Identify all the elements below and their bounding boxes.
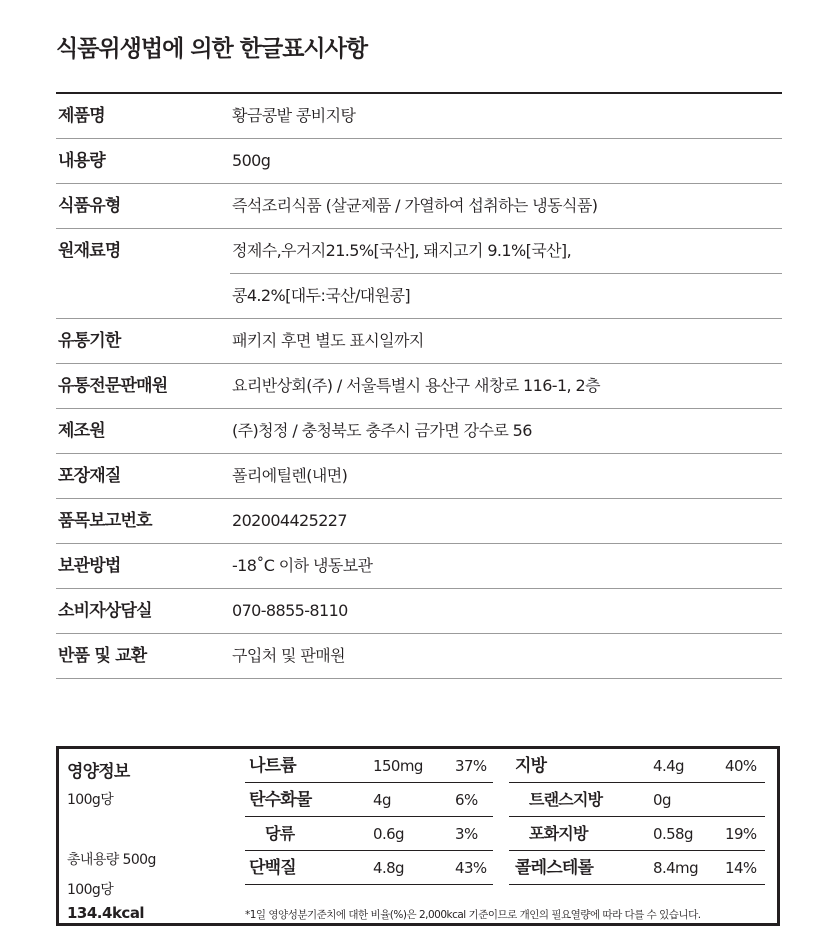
nutrient-amount: 0g <box>653 791 671 809</box>
nutrition-summary <box>67 749 237 923</box>
nutrient-name: 당류 <box>265 824 295 843</box>
info-row <box>56 544 782 589</box>
info-row <box>56 499 782 544</box>
nutrient-percent: 37% <box>455 757 487 775</box>
nutrient-name: 나트륨 <box>249 756 296 776</box>
info-value: 황금콩밭 콩비지탕 <box>232 106 356 125</box>
product-info-table <box>56 92 782 679</box>
info-row <box>56 409 782 454</box>
nutrient-name: 탄수화물 <box>249 790 312 810</box>
info-label: 내용량 <box>58 151 105 171</box>
info-label: 품목보고번호 <box>58 511 152 531</box>
total-weight-label: 총내용량 500g <box>67 852 156 868</box>
info-row <box>56 454 782 499</box>
info-value: 500g <box>232 151 271 170</box>
nutrient-name: 지방 <box>515 756 547 776</box>
info-label: 유통기한 <box>58 331 121 351</box>
nutrient-percent: 40% <box>725 757 757 775</box>
nutrient-row <box>245 851 765 885</box>
page-title: 식품위생법에 의한 한글표시사항 <box>56 36 368 62</box>
info-value: 패키지 후면 별도 표시일까지 <box>232 331 424 350</box>
info-value: (주)청정 / 충청북도 충주시 금가면 강수로 56 <box>232 421 532 440</box>
calories-value: 134.4kcal <box>67 904 145 922</box>
info-row <box>56 364 782 409</box>
nutrient-amount: 4g <box>373 791 391 809</box>
info-value: 즉석조리식품 (살균제품 / 가열하여 섭취하는 냉동식품) <box>232 196 598 215</box>
nutrient-percent: 43% <box>455 859 487 877</box>
nutrient-row <box>245 817 765 851</box>
nutrient-percent: 6% <box>455 791 478 809</box>
nutrient-name: 포화지방 <box>529 824 588 843</box>
info-label: 보관방법 <box>58 556 121 576</box>
info-value: -18˚C 이하 냉동보관 <box>232 556 373 575</box>
nutrient-amount: 4.4g <box>653 757 684 775</box>
info-label: 제조원 <box>58 421 105 441</box>
nutrient-percent: 3% <box>455 825 478 843</box>
nutrition-title: 영양정보 <box>67 762 130 782</box>
info-value: 요리반상회(주) / 서울특별시 용산구 새창로 116-1, 2층 <box>232 376 600 395</box>
info-value: 폴리에틸렌(내면) <box>232 466 348 485</box>
info-row <box>56 139 782 184</box>
nutrient-name: 트랜스지방 <box>529 790 603 809</box>
info-label: 제품명 <box>58 106 105 126</box>
nutrient-grid <box>245 749 765 885</box>
nutrient-amount: 8.4mg <box>653 859 698 877</box>
info-row <box>56 184 782 229</box>
nutrition-footnote: *1일 영양성분기준치에 대한 비율(%)은 2,000kcal 기준이므로 개인의 필요열량에 따라 다를 수 있습니다. <box>245 909 701 921</box>
nutrient-amount: 150mg <box>373 757 423 775</box>
info-label: 유통전문판매원 <box>58 376 168 396</box>
info-value: 구입처 및 판매원 <box>232 646 345 665</box>
nutrient-amount: 0.58g <box>653 825 693 843</box>
info-value: 070-8855-8110 <box>232 601 348 620</box>
info-row <box>56 634 782 679</box>
info-label: 원재료명 <box>58 241 121 261</box>
per-unit-label: 100g당 <box>67 882 114 898</box>
info-value: 정제수,우거지21.5%[국산], 돼지고기 9.1%[국산], <box>232 241 572 260</box>
info-label: 포장재질 <box>58 466 121 486</box>
nutrient-percent: 14% <box>725 859 757 877</box>
nutrient-percent: 19% <box>725 825 757 843</box>
info-row <box>56 229 782 319</box>
info-label: 소비자상담실 <box>58 601 152 621</box>
info-row <box>56 589 782 634</box>
nutrient-amount: 0.6g <box>373 825 404 843</box>
per-serving-label: 100g당 <box>67 792 114 808</box>
nutrient-row <box>245 783 765 817</box>
nutrition-facts-box <box>56 746 780 926</box>
info-value: 202004425227 <box>232 511 347 530</box>
info-value: 콩4.2%[대두:국산/대원콩] <box>230 273 782 318</box>
nutrient-row <box>245 749 765 783</box>
info-row <box>56 319 782 364</box>
info-row <box>56 94 782 139</box>
info-label: 반품 및 교환 <box>58 646 147 666</box>
info-label: 식품유형 <box>58 196 121 216</box>
nutrient-name: 단백질 <box>249 858 296 878</box>
nutrient-amount: 4.8g <box>373 859 404 877</box>
nutrient-name: 콜레스테롤 <box>515 858 594 878</box>
